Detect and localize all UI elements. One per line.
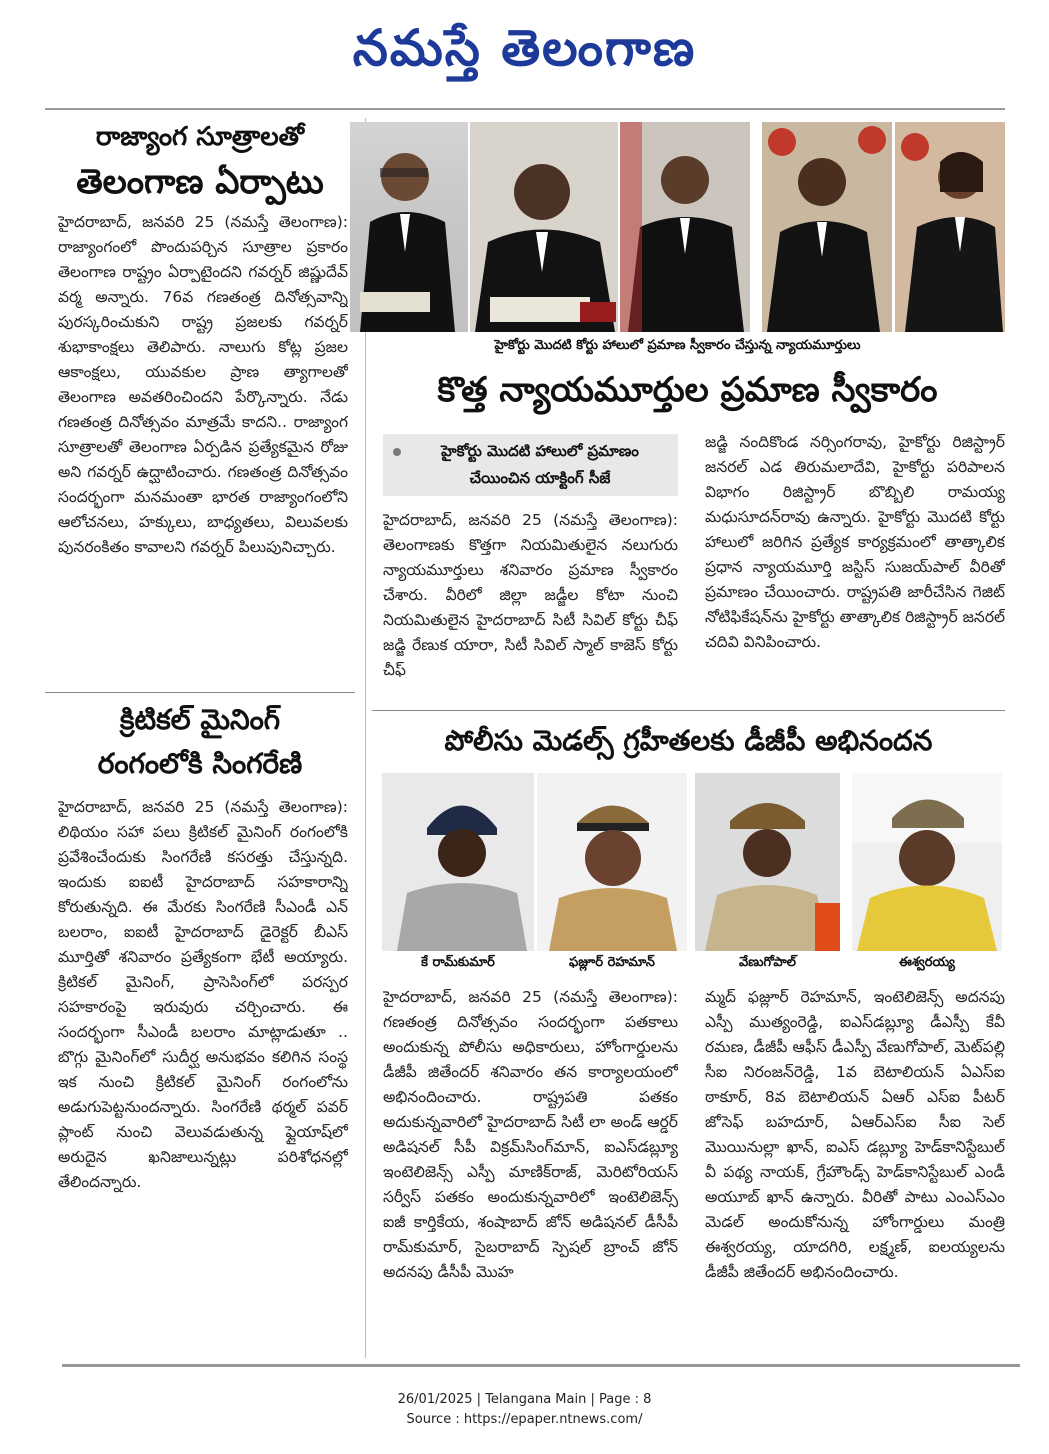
judges-body-col1 <box>383 508 678 700</box>
masthead: నమస్తే తెలంగాణ <box>352 19 697 77</box>
story1-kicker: రాజ్యాంగ సూత్రాలతో <box>95 122 305 152</box>
left-divider <box>45 692 355 693</box>
judges-highlight-box <box>383 434 678 496</box>
police-divider <box>372 710 1005 711</box>
judges-caption: హైకోర్టు మొదటి కోర్టు హాలులో ప్రమాణ స్వీకారం చేస్తున్న న్యాయమూర్తులు <box>494 338 861 353</box>
judges-highlight-text: హైకోర్టు మొదటి హాలులో ప్రమాణం చేయించిన యాక్టింగ్ సీజే <box>441 442 639 487</box>
judge-photo-1 <box>350 122 468 332</box>
story1-body-text: హైదరాబాద్, జనవరి 25 (నమస్తే తెలంగాణ): రాజ్యాంగంలో పొందుపర్చిన సూత్రాల ప్రకారం తెలంగాణ రాష్ట్రం ఏర్పాటైందని గవర్నర్ జిష్ణుదేవ్ వర్మ అన్నారు. 76వ గణతంత్ర దినోత్సవాన్ని పురస్కరించుకుని రాష్ట్ర ప్రజలకు గవర్నర్ శుభాకాంక్షలు తెలిపారు. నాలుగు కోట్ల ప్రజల ఆకాంక్షలు, యువకుల ప్రాణ త్యాగాలతో తెలంగాణ అవతరించిందని పేర్కొన్నారు. నేడు గణతంత్ర దినోత్సవం మాత్రమే కాదని.. రాజ్యాంగ సూత్రాలతో తెలంగాణ ఏర్పడిన ప్రత్యేకమైన రోజు అని గవర్నర్ ఉద్ఘాటించారు. గణతంత్ర దినోత్సవం సందర్భంగా మనమంతా భారత రాజ్యాంగంలోని ఆలోచనలు, హక్కులు, బాధ్యతలు, విలువలకు పునరంకితం కావాలని గవర్నర్ పిలుపునిచ్చారు. <box>58 213 348 556</box>
judge-photo-5 <box>895 122 1005 332</box>
story2-headline-line2: రంగంలోకి సింగరేణి <box>97 747 303 780</box>
police-body-col1 <box>383 985 678 1345</box>
police-body-col1-text: హైదరాబాద్, జనవరి 25 (నమస్తే తెలంగాణ): గణతంత్ర దినోత్సవం సందర్భంగా పతకాలు అందుకున్న పోలీసు అధికారులు, హోంగార్డులను డీజీపీ జితేందర్ శనివారం తన కార్యాలయంలో అభినందించారు. రాష్ట్రపతి పతకం అదుకున్నవారిలో హైదరాబాద్ సిటీ లా అండ్ ఆర్డర్ అడిషనల్ సీపీ విక్రమ్‌సింగ్‌మాన్, ఐఎస్‌డబ్ల్యూ ఇంటెలిజెన్స్ ఎస్పీ మాణిక్‌రాజ్, మెరిటోరియస్ సర్వీస్ పతకం అందుకున్నవారిలో ఇంటెలిజెన్స్ ఐజీ కార్తికేయ, శంషాబాద్ జోన్ అడిషనల్ డీసీపీ రామ్‌కుమార్, సైబరాబాద్ స్పెషల్ బ్రాంచ్ జోన్ అదనపు డీసీపీ మొహ <box>383 988 678 1281</box>
judges-photo-strip <box>350 122 1005 332</box>
judge-photo-4 <box>762 122 892 332</box>
story2-body-text: హైదరాబాద్, జనవరి 25 (నమస్తే తెలంగాణ): లిథియం సహా పలు క్రిటికల్ మైనింగ్ రంగంలోకి ప్రవేశించేందుకు సింగరేణి కసరత్తు చేస్తున్నది. ఇందుకు ఐఐటీ హైదరాబాద్ సహకారాన్ని కోరుతున్నది. ఈ మేరకు సింగరేణి సీఎండీ ఎన్ బలరాం, ఐఐటీ హైదరాబాద్ డైరెక్టర్ బీఎస్ మూర్తితో శనివారం ప్రత్యేకంగా భేటీ అయ్యారు. క్రిటికల్ మైనింగ్, ప్రాసెసింగ్‌లో పరస్పర సహకారంపై ఇరువురు చర్చించారు. ఈ సందర్భంగా సీఎండీ బలరాం మాట్లాడుతూ .. బొగ్గు మైనింగ్‌లో సుదీర్ఘ అనుభవం కలిగిన సంస్థ ఇక నుంచి క్రిటికల్ మైనింగ్ రంగంలోను అడుగుపెట్టనుందన్నారు. సింగరేణి థర్మల్ పవర్ ప్లాంట్ నుంచి వెలువడుతున్న ఫ్లైయాష్‌లో అరుదైన ఖనిజాలున్నట్లు పరిశోధనల్లో తేలిందన్నారు. <box>58 798 348 1191</box>
judges-photos <box>350 122 1005 332</box>
judges-headline: కొత్త న్యాయమూర్తుల ప్రమాణ స్వీకారం <box>437 370 938 410</box>
police-headline: పోలీసు మెడల్స్ గ్రహీతలకు డీజీపీ అభినందన <box>444 724 933 757</box>
footer-date-line: 26/01/2025 | Telangana Main | Page : 8 <box>397 1392 652 1407</box>
story1-body <box>58 210 348 685</box>
police-name-2: ఫజ్లూర్ రెహమాన్ <box>569 955 655 970</box>
story1-headline: తెలంగాణ ఏర్పాటు <box>76 162 324 202</box>
footer-source-link[interactable]: Source : https://epaper.ntnews.com/ <box>406 1412 643 1427</box>
police-photo-strip <box>382 773 1002 951</box>
police-photo-1 <box>382 773 534 951</box>
police-photo-3 <box>695 773 840 951</box>
judge-photo-3 <box>620 122 750 332</box>
judges-body-col1-text: హైదరాబాద్, జనవరి 25 (నమస్తే తెలంగాణ): తెలంగాణకు కొత్తగా నియమితులైన నలుగురు న్యాయమూర్తులు శనివారం ప్రమాణ స్వీకారం చేశారు. వీరిలో జిల్లా జడ్జీల కోటా నుంచి నియమితులైన హైదరాబాద్ సిటీ సివిల్ కోర్టు చీఫ్ జడ్జి రేణుక యారా, సిటీ సివిల్ స్మాల్ కాజెస్ కోర్టు చీఫ్ <box>383 511 678 679</box>
police-photo-2 <box>537 773 687 951</box>
bullet-icon <box>393 448 401 456</box>
police-name-3: వేణుగోపాల్ <box>739 955 796 970</box>
bottom-rule <box>62 1364 1020 1367</box>
police-body-col2 <box>705 985 1005 1345</box>
masthead-divider <box>45 108 1005 110</box>
police-name-1: కే రామ్‌కుమార్ <box>421 955 495 970</box>
judge-photo-2 <box>470 122 618 332</box>
story2-headline-line1: క్రిటికల్ మైనింగ్ <box>119 703 281 736</box>
police-photo-4 <box>852 773 1002 951</box>
police-photos <box>382 773 1002 951</box>
police-name-4: ఈశ్వరయ్య <box>899 955 955 970</box>
police-body-col2-text: మ్మద్ ఫజ్లూర్ రెహమాన్, ఇంటెలిజెన్స్ అదనపు ఎస్పీ ముత్యంరెడ్డి, ఐఎస్‌డబ్ల్యూ డీఎస్పీ కేవీ రమణ, డీజీపీ ఆఫీస్ డీఎస్పీ వేణుగోపాల్, మెట్‌పల్లి సీఐ నిరంజన్‌రెడ్డి, 1వ బెటాలియన్ ఏఎస్ఐ ఠాకూర్, 8వ బెటాలియన్ ఏఆర్ ఎస్ఐ పీటర్ జోసెఫ్ బహదూర్, ఏఆర్ఎస్ఐ సీఐ సెల్ మొయినుల్లా ఖాన్, ఐఎస్ డబ్ల్యూ హెడ్‌కానిస్టేబుల్ వీ పథ్య నాయక్, గ్రేహౌండ్స్ హెడ్‌కానిస్టేబుల్ ఎండీ అయూబ్ ఖాన్ ఉన్నారు. వీరితో పాటు ఎంఎస్‌ఎం మెడల్ అందుకోనున్న హోంగార్డులు మంత్రి ఈశ్వరయ్య, యాదగిరి, లక్ష్మణ్, ఐలయ్యలను డీజీపీ జితేందర్ అభినందించారు. <box>705 988 1005 1281</box>
judges-body-col2 <box>705 430 1005 705</box>
judges-body-col2-text: జడ్జి నందికొండ నర్సింగరావు, హైకోర్టు రిజిస్ట్రార్ జనరల్ ఎడ తిరుమలాదేవి, హైకోర్టు పరిపాలన విభాగం రిజిస్ట్రార్ బొబ్బిలి రామయ్య మధుసూదన్‌రావు ఉన్నారు. హైకోర్టు మొదటి కోర్టు హాలులో జరిగిన ప్రత్యేక కార్యక్రమంలో తాత్కాలిక ప్రధాన న్యాయమూర్తి జస్టిస్ సుజయ్‌పాల్ వీరితో ప్రమాణం చేయించారు. రాష్ట్రపతి జారీచేసిన గెజిట్ నోటిఫికేషన్‌ను హైకోర్టు తాత్కాలిక రిజిస్ట్రార్ జనరల్ చదివి వినిపించారు. <box>705 433 1005 651</box>
story2-body <box>58 795 348 1355</box>
